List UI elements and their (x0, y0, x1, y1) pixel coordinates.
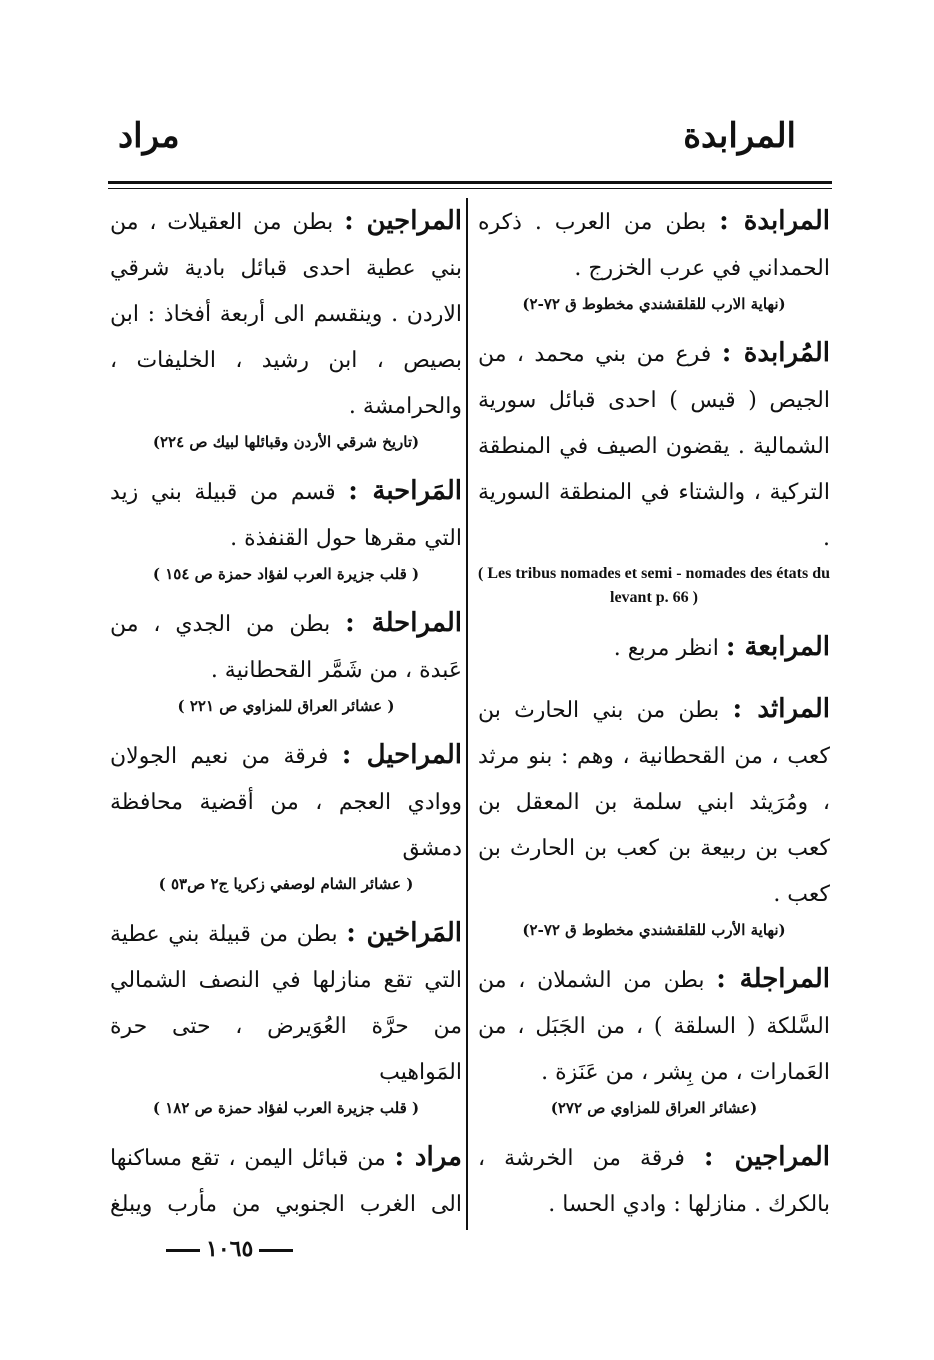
entry-al-marabida-2 (478, 330, 830, 610)
entry-definition: بطن من قبيلة بني عطية التي تقع منازلها في النصف الشمالي من حرَّة العُوَيرض ، حتى حرة المَواهيب (110, 922, 462, 1085)
entry-al-marajin-1 (478, 1134, 830, 1228)
entry-body (110, 468, 462, 562)
entry-term: المراجلة : (716, 964, 830, 994)
header-rule-thick (108, 181, 832, 184)
entry-al-marajila (478, 956, 830, 1120)
page-number (160, 1236, 299, 1262)
running-header-right: المرابدة (683, 116, 796, 156)
entry-al-marathid (478, 686, 830, 942)
entry-definition: بطن من العقيلات ، من بني عطية احدى قبائل بادية شرقي الاردن . وينقسم الى أربعة أفخاذ : ابن بصيص ، ابن رشيد ، الخليفات ، والحرامشة . (110, 210, 462, 419)
entry-body (478, 330, 830, 562)
entry-al-maraba (478, 624, 830, 672)
entry-definition: قسم من قبيلة بني زيد التي مقرها حول القنفذة . (110, 480, 462, 551)
entry-term: المراحيل : (341, 740, 462, 770)
entry-term: المرابدة : (719, 206, 830, 236)
dash-mark (166, 1249, 200, 1252)
entry-al-marahil (110, 732, 462, 896)
header-rule-thin (108, 188, 832, 189)
entry-al-marakhin (110, 910, 462, 1120)
entry-source: ( قلب جزيرة العرب لفؤاد حمزة ص ١٥٤ ) (152, 565, 420, 583)
entry-definition: بطن من بني الحارث بن كعب ، من القحطانية ، وهم : بنو مرثد ، ومُرَيثد ابني سلمة بن المعقل بن كعب بن ربيعة بن كعب بن الحارث بن كعب . (478, 698, 830, 907)
entry-term: المَراخين : (346, 918, 462, 948)
entry-definition: بطن من الجدي ، من عَبدة ، من شَمَّر القحطانية . (110, 612, 462, 683)
entry-source: ( عشائر الشام لوصفي زكريا ج٢ ص٥٣ ) (158, 875, 414, 893)
entry-source: (تاريخ شرقي الأردن وقبائلها لبيك ص ٢٢٤) (152, 433, 420, 451)
entry-definition: انظر مربع . (613, 636, 719, 661)
entry-body (110, 910, 462, 1096)
entry-term: مراد : (394, 1142, 462, 1172)
entry-body (110, 732, 462, 872)
entry-definition: بطن من الشملان ، من السَّلكة ( السلقة ) ، من الجَبَل ، من العَمارات ، من بِشر ، من عَنَزة . (478, 968, 830, 1085)
entry-term: المراجين : (344, 206, 462, 236)
entry-body (110, 1134, 462, 1228)
entry-al-marajin-2 (110, 198, 462, 454)
entry-term: المُرابدة : (721, 338, 830, 368)
entry-term: المراثد : (732, 694, 830, 724)
entry-source: (نهاية الأرب للقلقشندي مخطوط ق ٧٢-٢) (522, 921, 786, 939)
entry-body (110, 198, 462, 430)
entry-source: (عشائر العراق للمزاوي ص ٢٧٢) (550, 1099, 758, 1117)
entry-source: (نهاية الارب للقلقشندي مخطوط ق ٧٢-٢) (522, 295, 786, 313)
entry-source-latin: ( Les tribus nomades et semi - nomades des états du levant p. 66 ) (478, 565, 830, 606)
entry-al-marabida-1 (478, 198, 830, 316)
left-column (110, 198, 462, 1228)
entry-term: المراحلة : (345, 608, 462, 638)
entry-al-marahila (110, 600, 462, 718)
entry-definition: من قبائل اليمن ، تقع مساكنها الى الغرب الجنوبي من مأرب ويبلغ (110, 1146, 462, 1217)
entry-murad (110, 1134, 462, 1228)
running-header-left: مراد (118, 116, 180, 156)
entry-term: المَراحبة : (348, 476, 462, 506)
page-number-value: ١٠٦٥ (206, 1236, 254, 1262)
entry-definition: فرع من بني محمد ، من الجيص ( قيس ) احدى قبائل سورية الشمالية . يقضون الصيف في المنطقة التركية ، والشتاء في المنطقة السورية . (478, 342, 830, 551)
entry-body (110, 600, 462, 694)
entry-definition: فرقة من الخرشة ، بالكرك . منازلها : وادي الحسا . (478, 1146, 830, 1217)
entry-body (478, 624, 830, 672)
right-column (478, 198, 830, 1228)
entry-source: ( عشائر العراق للمزاوي ص ٢٢١ ) (177, 697, 395, 715)
entry-body (478, 198, 830, 292)
entry-body (478, 1134, 830, 1228)
entry-source: ( قلب جزيرة العرب لفؤاد حمزة ص ١٨٢ ) (152, 1099, 420, 1117)
column-divider (466, 198, 468, 1230)
entry-al-marahiba (110, 468, 462, 586)
entry-definition: فرقة من نعيم الجولان ووادي العجم ، من أقضية محافظة دمشق (110, 744, 462, 861)
entry-body (478, 686, 830, 918)
entry-body (478, 956, 830, 1096)
entry-term: المراجين : (703, 1142, 830, 1172)
entry-definition: بطن من العرب . ذكره الحمداني في عرب الخزرج . (478, 210, 830, 281)
dash-mark (259, 1249, 293, 1252)
entry-term: المرابعة : (725, 632, 830, 662)
